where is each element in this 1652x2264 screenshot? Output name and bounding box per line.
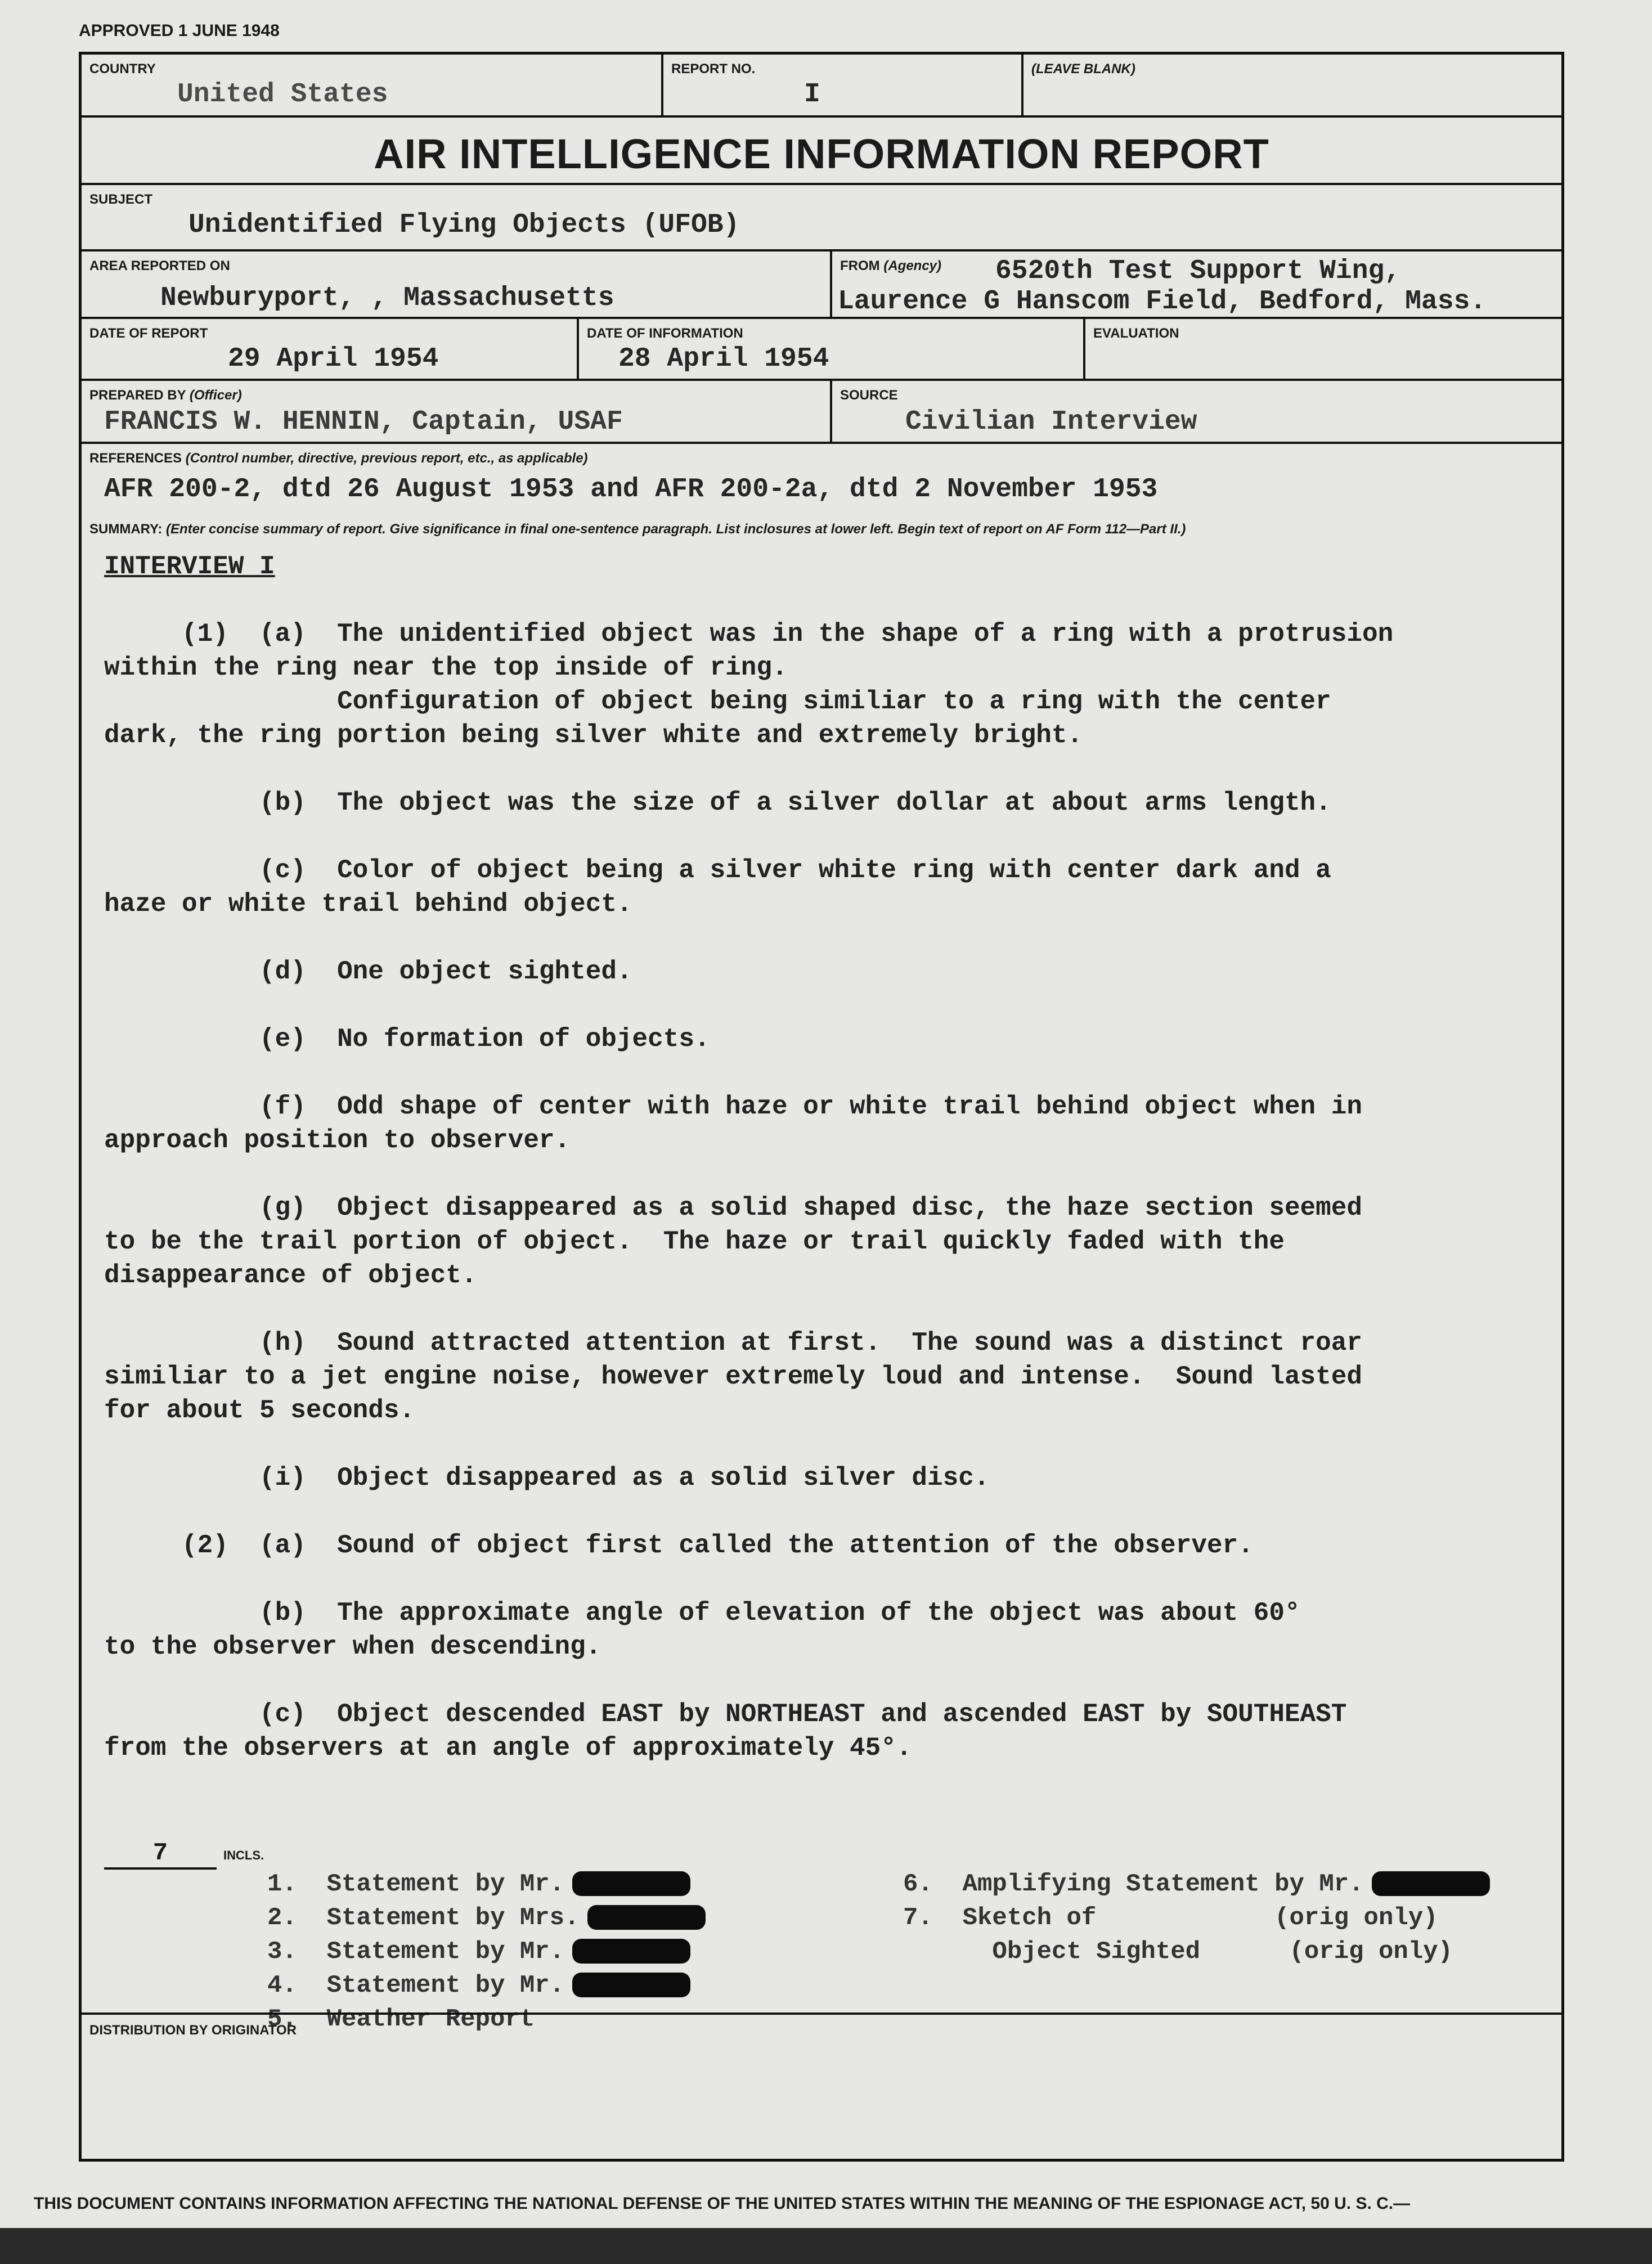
source-value: Civilian Interview bbox=[905, 407, 1197, 437]
inclosure-text: 6. Amplifying Statement by Mr. bbox=[903, 1870, 1364, 1898]
approved-date: APPROVED 1 JUNE 1948 bbox=[79, 21, 280, 40]
body-line: (2) (a) Sound of object first called the attention of the observer. bbox=[104, 1531, 1254, 1560]
report-no-value: I bbox=[804, 79, 820, 110]
body-line: (g) Object disappeared as a solid shaped disc, the haze section seemed bbox=[104, 1193, 1362, 1223]
inclosures-left bbox=[267, 1867, 706, 2036]
inclosures-right bbox=[903, 1867, 1490, 1969]
espionage-footer: THIS DOCUMENT CONTAINS INFORMATION AFFECTING THE NATIONAL DEFENSE OF THE UNITED STATES WITHIN THE MEANING OF THE ESPIONAGE ACT, 50 U. S. C.— bbox=[34, 2194, 1411, 2213]
paragraph-gap bbox=[104, 1495, 1545, 1529]
paragraph-gap bbox=[104, 1292, 1545, 1326]
from-label-wrap bbox=[840, 258, 941, 274]
subject-label: SUBJECT bbox=[89, 192, 153, 207]
body-paragraph bbox=[104, 1326, 1545, 1427]
country-cell bbox=[82, 55, 661, 115]
scan-edge bbox=[0, 2228, 1652, 2264]
body-line: (e) No formation of objects. bbox=[104, 1025, 710, 1054]
body-paragraph bbox=[104, 1191, 1545, 1292]
references-label-wrap bbox=[89, 451, 588, 466]
row-dates bbox=[82, 319, 1561, 381]
prepared-by-value: FRANCIS W. HENNIN, Captain, USAF bbox=[104, 407, 623, 437]
inclosure-text: 5. Weather Report bbox=[267, 2005, 535, 2033]
evaluation-label: EVALUATION bbox=[1093, 326, 1179, 341]
inclosure-item bbox=[267, 1867, 706, 1901]
body-line: Configuration of object being similiar to a ring with the center bbox=[104, 687, 1331, 716]
inclosure-text: Object Sighted (orig only) bbox=[903, 1938, 1453, 1966]
redaction-mark bbox=[572, 1939, 690, 1964]
from-label-italic: (Agency) bbox=[883, 258, 942, 273]
inclosure-text: 3. Statement by Mr. bbox=[267, 1938, 565, 1966]
leave-blank-label: (LEAVE BLANK) bbox=[1031, 61, 1135, 77]
from-label: FROM bbox=[840, 258, 880, 273]
row-area bbox=[82, 251, 1561, 319]
body-line: (c) Object descended EAST by NORTHEAST and ascended EAST by SOUTHEAST bbox=[104, 1700, 1347, 1729]
from-cell bbox=[830, 251, 1561, 317]
leave-blank-cell bbox=[1021, 55, 1561, 115]
body-line: haze or white trail behind object. bbox=[104, 890, 632, 919]
date-of-report-cell bbox=[82, 319, 577, 379]
body-paragraph bbox=[104, 617, 1545, 752]
report-title: AIR INTELLIGENCE INFORMATION REPORT bbox=[374, 131, 1269, 177]
source-cell bbox=[830, 381, 1561, 442]
paragraph-gap bbox=[104, 752, 1545, 786]
inclosure-text: 7. Sketch of (orig only) bbox=[903, 1904, 1438, 1932]
body-line: dark, the ring portion being silver white and extremely bright. bbox=[104, 721, 1083, 750]
interview-heading: INTERVIEW I bbox=[104, 552, 275, 581]
summary-label-wrap bbox=[89, 522, 1186, 537]
references-label: REFERENCES bbox=[89, 451, 182, 466]
row-prepared bbox=[82, 381, 1561, 444]
prepared-by-cell bbox=[82, 381, 830, 442]
body-line: (b) The approximate angle of elevation of the object was about 60° bbox=[104, 1598, 1300, 1628]
from-line2: Laurence G Hanscom Field, Bedford, Mass. bbox=[838, 286, 1487, 317]
paragraph-gap bbox=[104, 820, 1545, 854]
paragraph-gap bbox=[104, 1427, 1545, 1461]
body-line: similiar to a jet engine noise, however extremely loud and intense. Sound lasted bbox=[104, 1362, 1362, 1391]
summary-label: SUMMARY: bbox=[89, 522, 163, 537]
report-body bbox=[104, 550, 1545, 1765]
inclosure-item bbox=[267, 1901, 706, 1935]
body-line: to be the trail portion of object. The haze or trail quickly faded with the bbox=[104, 1227, 1285, 1256]
evaluation-cell bbox=[1083, 319, 1561, 379]
body-line: approach position to observer. bbox=[104, 1126, 571, 1155]
body-line: (1) (a) The unidentified object was in the shape of a ring with a protrusion bbox=[104, 619, 1394, 649]
date-of-report-label: DATE OF REPORT bbox=[89, 326, 208, 341]
inclosures-count: 7 bbox=[104, 1839, 217, 1870]
body-paragraph bbox=[104, 786, 1545, 820]
redaction-mark bbox=[587, 1905, 706, 1930]
source-label: SOURCE bbox=[840, 388, 898, 403]
form-frame bbox=[79, 52, 1564, 2162]
inclosure-item bbox=[903, 1867, 1490, 1901]
body-line: (d) One object sighted. bbox=[104, 957, 632, 986]
inclosures-label: INCLS. bbox=[223, 1848, 264, 1862]
area-label: AREA REPORTED ON bbox=[89, 258, 230, 273]
body-line: for about 5 seconds. bbox=[104, 1396, 415, 1425]
area-value: Newburyport, , Massachusetts bbox=[160, 283, 614, 313]
country-label: COUNTRY bbox=[89, 61, 156, 77]
prepared-by-label-wrap bbox=[89, 388, 242, 403]
redaction-mark bbox=[572, 1871, 690, 1896]
paragraph-gap bbox=[104, 1157, 1545, 1191]
inclosure-item bbox=[267, 2002, 706, 2036]
redaction-mark bbox=[572, 1973, 690, 1997]
inclosure-text: 4. Statement by Mr. bbox=[267, 1971, 565, 2000]
inclosure-item bbox=[903, 1901, 1490, 1935]
body-paragraph bbox=[104, 854, 1545, 921]
date-of-info-cell bbox=[577, 319, 1083, 379]
paragraph-gap bbox=[104, 921, 1545, 955]
date-of-info-label: DATE OF INFORMATION bbox=[587, 326, 743, 341]
subject-value: Unidentified Flying Objects (UFOB) bbox=[188, 210, 740, 240]
references-value: AFR 200-2, dtd 26 August 1953 and AFR 200-2a, dtd 2 November 1953 bbox=[104, 474, 1158, 505]
paragraph-gap bbox=[104, 1056, 1545, 1090]
body-line: disappearance of object. bbox=[104, 1261, 477, 1290]
prepared-by-label: PREPARED BY bbox=[89, 388, 186, 403]
body-line: (c) Color of object being a silver white ring with center dark and a bbox=[104, 856, 1331, 885]
area-cell bbox=[82, 251, 830, 317]
row-country bbox=[82, 55, 1561, 118]
inclosures-count-wrap bbox=[104, 1839, 264, 1870]
inclosure-text: 1. Statement by Mr. bbox=[267, 1870, 565, 1898]
body-line: within the ring near the top inside of ring. bbox=[104, 653, 788, 682]
row-subject bbox=[82, 185, 1561, 251]
body-line: from the observers at an angle of approximately 45°. bbox=[104, 1733, 912, 1763]
body-paragraphs bbox=[104, 617, 1545, 1765]
body-paragraph bbox=[104, 1596, 1545, 1664]
inclosure-item bbox=[267, 1935, 706, 1969]
body-paragraph bbox=[104, 1529, 1545, 1562]
date-of-info-value: 28 April 1954 bbox=[618, 344, 829, 374]
prepared-by-label-italic: (Officer) bbox=[189, 388, 242, 403]
row-title bbox=[82, 118, 1561, 185]
body-paragraph bbox=[104, 1022, 1545, 1056]
distribution-label: DISTRIBUTION BY ORIGINATOR bbox=[89, 2023, 297, 2038]
body-line: to the observer when descending. bbox=[104, 1632, 601, 1661]
body-line: (b) The object was the size of a silver dollar at about arms length. bbox=[104, 788, 1331, 817]
summary-instructions: (Enter concise summary of report. Give significance in final one-sentence paragraph. List inclosures at lower left. Begin text of report on AF Form 112—Part II.) bbox=[166, 522, 1186, 537]
body-line: (i) Object disappeared as a solid silver disc. bbox=[104, 1463, 990, 1493]
body-paragraph bbox=[104, 1090, 1545, 1157]
inclosure-item bbox=[903, 1935, 1490, 1969]
report-no-label: REPORT NO. bbox=[671, 61, 756, 77]
body-line: (f) Odd shape of center with haze or white trail behind object when in bbox=[104, 1092, 1362, 1121]
inclosure-item bbox=[267, 1969, 706, 2002]
body-paragraph bbox=[104, 955, 1545, 989]
country-value: United States bbox=[177, 79, 388, 110]
redaction-mark bbox=[1372, 1871, 1490, 1896]
references-label-italic: (Control number, directive, previous report, etc., as applicable) bbox=[185, 451, 588, 466]
paragraph-gap bbox=[104, 989, 1545, 1022]
body-paragraph bbox=[104, 1697, 1545, 1765]
body-paragraph bbox=[104, 1461, 1545, 1495]
row-references bbox=[82, 444, 1561, 516]
body-line: (h) Sound attracted attention at first. The sound was a distinct roar bbox=[104, 1328, 1362, 1358]
paragraph-gap bbox=[104, 1664, 1545, 1697]
inclosure-text: 2. Statement by Mrs. bbox=[267, 1904, 580, 1932]
from-line1: 6520th Test Support Wing, bbox=[995, 256, 1401, 286]
report-no-cell bbox=[661, 55, 1021, 115]
date-of-report-value: 29 April 1954 bbox=[228, 344, 439, 374]
paragraph-gap bbox=[104, 1562, 1545, 1596]
